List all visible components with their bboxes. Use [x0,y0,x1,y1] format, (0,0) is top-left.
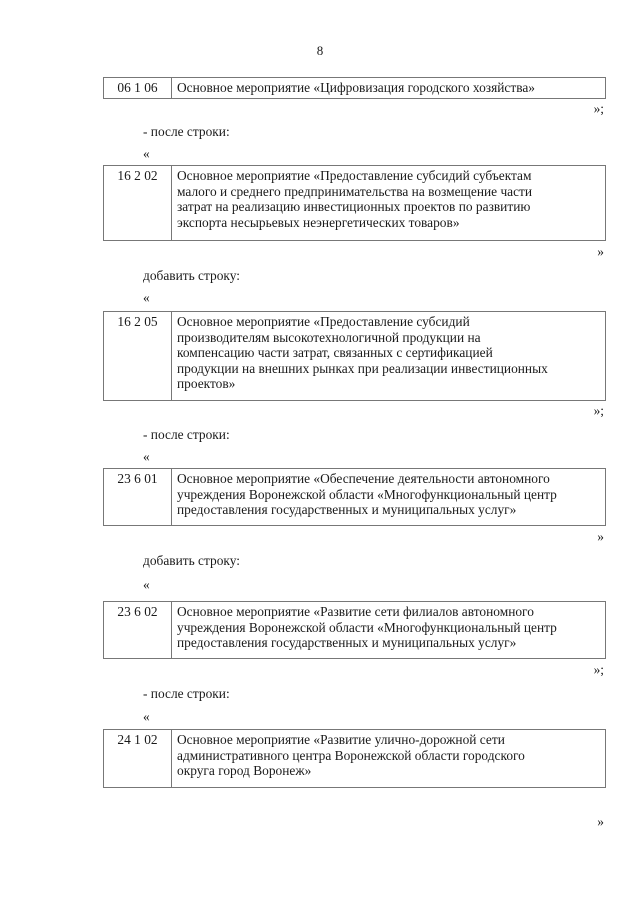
row-code: 16 2 02 [104,166,172,240]
row-description-line: учреждения Воронежской области «Многофункциональный центр [177,619,557,635]
row-description-line: Основное мероприятие «Цифровизация городского хозяйства» [177,80,535,95]
row-description [172,730,605,787]
table-row [103,468,606,526]
row-description-line: учреждения Воронежской области «Многофункциональный центр [177,486,557,502]
row-description-line: Основное мероприятие «Развитие улично-дорожной сети [177,732,505,747]
row-description [172,312,605,400]
instruction-after-row: - после строки: [143,686,230,701]
row-code: 16 2 05 [104,312,172,400]
row-description [172,166,605,240]
row-description-line: экспорта несырьевых неэнергетических товаров» [177,214,460,230]
opening-quote: « [143,146,150,161]
instruction-add-row: добавить строку: [143,268,240,283]
row-description-line: предоставления государственных и муниципальных услуг» [177,635,517,650]
table-row [103,601,606,659]
closing-quote-semicolon: »; [593,101,604,116]
row-description-line: компенсацию части затрат, связанных с сертификацией [177,345,493,360]
row-description-line: Основное мероприятие «Предоставление субсидий [177,314,470,329]
row-description-line: производителям высокотехнологичной продукции на [177,329,481,345]
closing-quote: » [597,244,604,259]
row-description-line: Основное мероприятие «Развитие сети филиалов автономного [177,604,534,619]
table-row [103,311,606,401]
opening-quote: « [143,577,150,592]
row-description-line: Основное мероприятие «Предоставление субсидий субъектам [177,168,532,183]
opening-quote: « [143,709,150,724]
row-code: 23 6 01 [104,469,172,525]
row-description-line: проектов» [177,376,236,391]
table-row [103,729,606,788]
row-description-line: продукции на внешних рынках при реализации инвестиционных [177,360,548,376]
row-description [172,78,605,98]
row-code: 23 6 02 [104,602,172,658]
table-row [103,165,606,241]
instruction-after-row: - после строки: [143,124,230,139]
row-code: 06 1 06 [104,78,172,98]
closing-quote: » [597,814,604,829]
row-description-line: административного центра Воронежской области городского [177,747,525,763]
row-description-line: предоставления государственных и муниципальных услуг» [177,502,517,517]
row-description-line: затрат на реализацию инвестиционных проектов по развитию [177,199,531,214]
instruction-after-row: - после строки: [143,427,230,442]
table-row [103,77,606,99]
page-number: 8 [316,43,324,58]
opening-quote: « [143,449,150,464]
row-description-line: округа город Воронеж» [177,763,312,778]
row-description-line: малого и среднего предпринимательства на возмещение части [177,183,533,199]
closing-quote: » [597,529,604,544]
closing-quote-semicolon: »; [593,662,604,677]
closing-quote-semicolon: »; [593,403,604,418]
row-description [172,602,605,658]
row-code: 24 1 02 [104,730,172,787]
row-description-line: Основное мероприятие «Обеспечение деятельности автономного [177,471,550,486]
opening-quote: « [143,290,150,305]
row-description [172,469,605,525]
instruction-add-row: добавить строку: [143,553,240,568]
